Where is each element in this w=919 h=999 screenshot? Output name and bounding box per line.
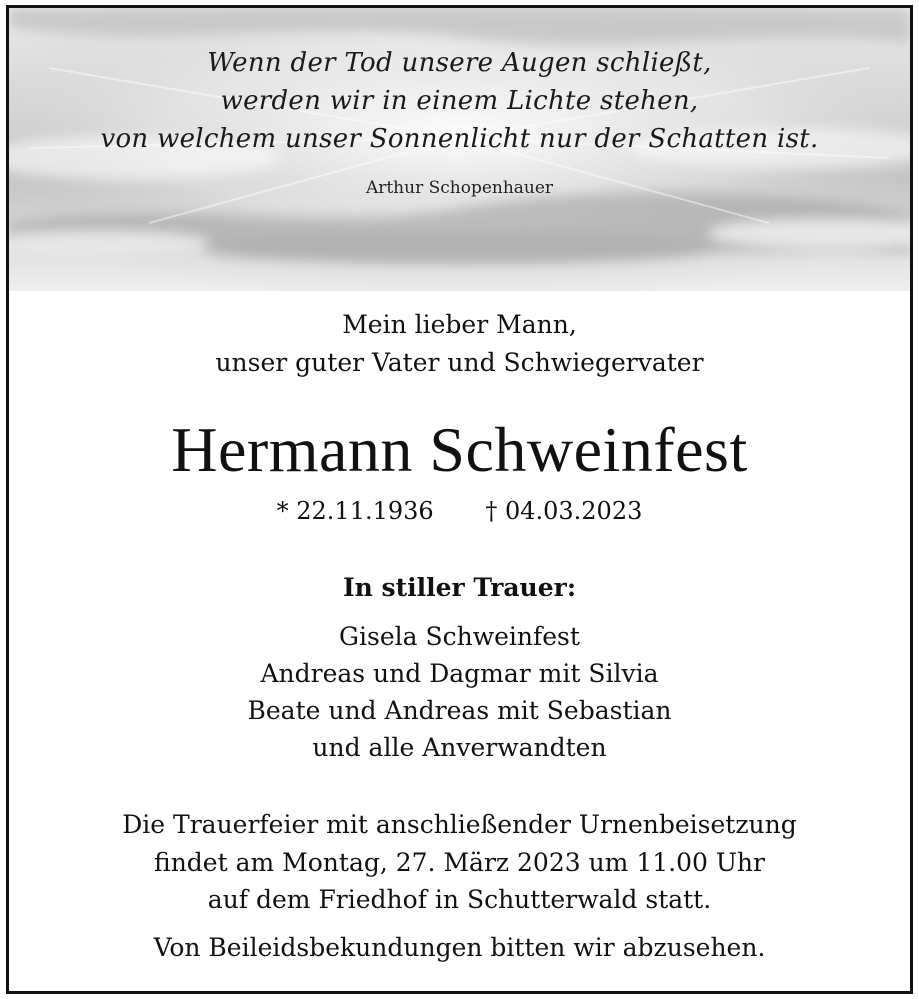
obituary-frame — [6, 5, 913, 994]
mourner-name: und alle Anverwandten — [312, 733, 607, 762]
mourner-name: Beate und Andreas mit Sebastian — [247, 696, 672, 725]
deceased-name: Hermann Schweinfest — [171, 414, 748, 485]
death-date: † 04.03.2023 — [485, 497, 643, 525]
quote-line-3: von welchem unser Sonnenlicht nur der Schatten ist. — [100, 124, 819, 154]
quote-author: Arthur Schopenhauer — [365, 178, 554, 198]
quote-line-1: Wenn der Tod unsere Augen schließt, — [207, 48, 712, 78]
mourner-name: Gisela Schweinfest — [339, 622, 580, 651]
intro-line-2: unser guter Vater und Schwiegervater — [215, 348, 704, 377]
ceremony-line-1: Die Trauerfeier mit anschließender Urnenbeisetzung — [122, 810, 797, 839]
condolence-note: Von Beileidsbekundungen bitten wir abzusehen. — [153, 933, 766, 962]
quote-line-2: werden wir in einem Lichte stehen, — [220, 86, 699, 116]
ceremony-line-3: auf dem Friedhof in Schutterwald statt. — [207, 885, 712, 914]
mourners-heading: In stiller Trauer: — [342, 573, 577, 602]
cloud-sky-image — [9, 8, 910, 291]
life-dates — [9, 497, 910, 525]
mourner-name: Andreas und Dagmar mit Silvia — [260, 659, 659, 688]
birth-date: * 22.11.1936 — [276, 497, 434, 525]
intro-line-1: Mein lieber Mann, — [342, 310, 577, 339]
ceremony-line-2: findet am Montag, 27. März 2023 um 11.00 Uhr — [154, 848, 765, 877]
